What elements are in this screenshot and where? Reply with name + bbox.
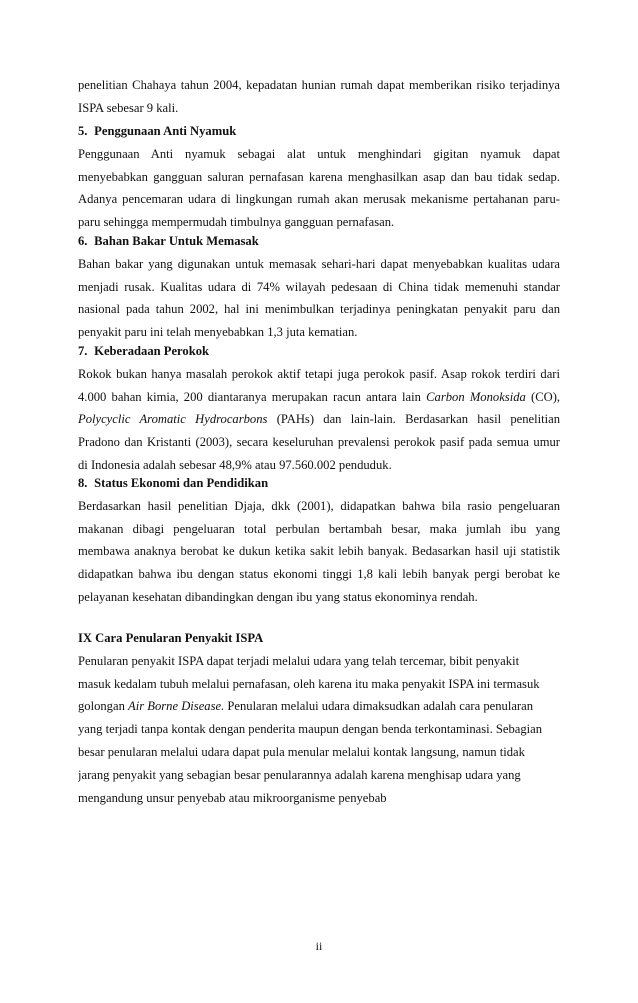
page-number: ii [315, 939, 323, 953]
text-run: (CO), [531, 389, 560, 404]
section-5 [78, 120, 560, 234]
italic-term: Polycyclic Aromatic Hydrocarbons [78, 412, 268, 427]
paragraph-line: mengandung unsur penyebab atau mikroorganisme penyebab [78, 790, 387, 805]
text-run: Penularan melalui udara dimaksudkan adalah cara penularan [227, 699, 533, 714]
paragraph-line [78, 408, 560, 431]
paragraph-line: pelayanan kesehatan dibandingkan dengan ibu yang status ekonominya rendah. [78, 589, 478, 604]
section-title: Keberadaan Perokok [94, 344, 210, 358]
italic-term: Carbon Monoksida [426, 389, 526, 404]
paragraph-line: di Indonesia adalah sebesar 48,9% atau 97.560.002 penduduk. [78, 457, 392, 472]
italic-term: Air Borne Disease. [128, 699, 225, 714]
text-run: (PAHs) dan lain-lain. Berdasarkan hasil penelitian [276, 412, 560, 427]
section-7 [78, 340, 560, 477]
text-run: golongan [78, 699, 125, 714]
section-title: Status Ekonomi dan Pendidikan [94, 476, 269, 490]
section-heading: IX Cara Penularan Penyakit ISPA [78, 631, 264, 645]
paragraph-line: jarang penyakit yang sebagian besar penularannya adalah karena menghisap udara yang [78, 767, 521, 782]
paragraph-line: besar penularan melalui udara dapat pula menular melalui kontak langsung, namun tidak [78, 744, 525, 759]
section-heading [78, 472, 560, 495]
section-8 [78, 472, 560, 609]
paragraph-line: menjadi rusak. Kualitas udara di 74% wilayah pedesaan di China tidak memenuhi standar [78, 279, 560, 294]
paragraph-line: Penularan penyakit ISPA dapat terjadi melalui udara yang telah tercemar, bibit penyakit [78, 653, 520, 668]
paragraph-line: membawa anaknya berobat ke dukun ketika sakit lebih banyak. Bedasarkan hasil uji statistik [78, 544, 560, 559]
paragraph-line: penyakit paru ini telah menyebabkan 1,3 juta kematian. [78, 325, 358, 340]
section-heading [78, 120, 560, 143]
section-9 [78, 627, 560, 809]
paragraph-line: Rokok bukan hanya masalah perokok aktif tetapi juga perokok pasif. Asap rokok terdiri dari [78, 366, 560, 381]
section-number: 5. [78, 124, 88, 138]
paragraph-line: nasional pada tahun 2002, hal ini menimbulkan terjadinya peningkatan penyakit paru dan [78, 302, 560, 317]
paragraph-line: Berdasarkan hasil penelitian Djaja, dkk (2001), didapatkan bahwa bila rasio pengeluaran [78, 498, 560, 513]
section-number: 8. [78, 476, 88, 490]
paragraph-line: didapatkan bahwa ibu dengan status ekonomi tinggi 1,8 kali lebih banyak pergi berobat ke [78, 567, 560, 582]
paragraph-line [78, 386, 560, 409]
paragraph-line: penelitian Chahaya tahun 2004, kepadatan hunian rumah dapat memberikan risiko terjadinya [78, 78, 560, 92]
section-title: Penggunaan Anti Nyamuk [94, 124, 237, 138]
paragraph-line: yang terjadi tanpa kontak dengan penderita maupun dengan benda terkontaminasi. Sebagian [78, 722, 543, 737]
paragraph-line: Penggunaan Anti nyamuk sebagai alat untuk menghindari gigitan nyamuk dapat [78, 146, 560, 161]
paragraph-line: Bahan bakar yang digunakan untuk memasak sehari-hari dapat menyebabkan kualitas udara [78, 256, 560, 271]
section-heading [78, 340, 560, 363]
paragraph-line: ISPA sebesar 9 kali. [78, 100, 179, 115]
section-6 [78, 230, 560, 344]
paragraph-line: menyebabkan gangguan saluran pernafasan karena menghasilkan asap dan bau tidak sedap. [78, 169, 560, 184]
intro-paragraph [78, 74, 560, 120]
paragraph-line: Pradono dan Kristanti (2003), secara keseluruhan prevalensi perokok pasif pada semua umur [78, 435, 560, 450]
paragraph-line: makanan dibagi pengeluaran total perbulan bertambah besar, maka jumlah ibu yang [78, 521, 560, 536]
paragraph-line: paru sehingga mempermudah timbulnya gangguan pernafasan. [78, 215, 395, 230]
text-run: 4.000 bahan kimia, 200 diantaranya merupakan racun antara lain [78, 389, 421, 404]
section-number: 6. [78, 234, 88, 248]
paragraph-line: Adanya pencemaran udara di lingkungan rumah akan merusak mekanisme pertahanan paru- [78, 192, 560, 207]
section-title: Bahan Bakar Untuk Memasak [94, 234, 259, 248]
paragraph-line [78, 695, 560, 718]
section-number: 7. [78, 344, 88, 358]
paragraph-line: masuk kedalam tubuh melalui pernafasan, oleh karena itu maka penyakit ISPA ini termasuk [78, 676, 540, 691]
section-heading [78, 230, 560, 253]
